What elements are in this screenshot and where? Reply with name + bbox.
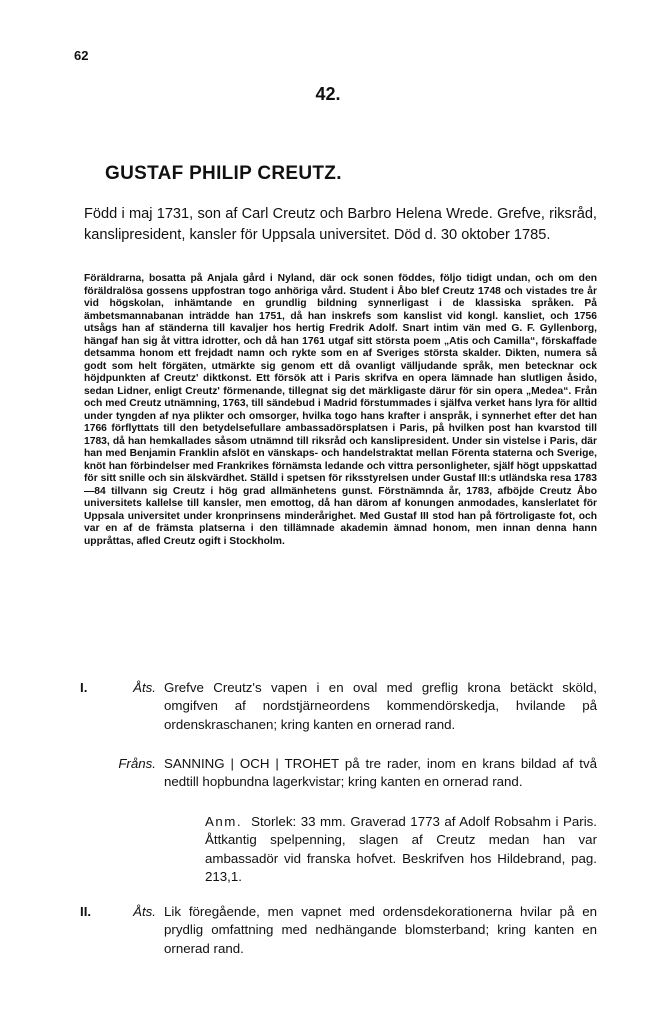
medal-number: II. <box>80 904 92 919</box>
obverse-label: Åts. <box>133 904 156 919</box>
page-number: 62 <box>74 48 89 63</box>
reverse-description: SANNING | OCH | TROHET på tre rader, inom en krans bildad af två nedtill hopbundna lagerkvistar; kring kanten en ornerad rand. <box>164 756 597 790</box>
biography-paragraph: Föräldrarna, bosatta på Anjala gård i Nyland, där ock sonen föddes, följo tidigt undan, och om den föräldralösa gossens uppfostran togo anhöriga vård. Student i Åbo blef Creutz 1748 och vistades tre år vid högskolan, inhämtande en grundlig bildning synnerligast i de klassiska språken. På ämbetsmannabanan inträdde han 1751, då han inskrefs som kanslist vid kongl. kansliet, och 1756 utsågs han af ständerna till kavaljer hos hertig Fredrik Adolf. Snart intim vän med G. F. Gyllenborg, hängaf han sig åt vittra idrotter, och då han 1761 utgaf sitt största poem „Atis och Camilla“, förskaffade detsamma honom ett frejdadt namn och rykte som en af Sveriges största skalder. Dikten, numera så godt som helt förgäten, utmärkte sig genom ett då ovanligt välljudande språk, men betecknar ock höjdpunkten af Creutz' diktkonst. Ett försök att i Paris skrifva en opera lämnade han slutligen åsido, sedan Lidner, enligt Creutz' förmenande, tillegnat sig det märkligaste därur för sin opera „Medea“. Från och med Creutz utnämning, 1763, till sändebud i Madrid förstummades i själfva verket hans lyra för alltid under tyngden af nya plikter och omsorger, hvilka togo hans krafter i anspråk, i synnerhet efter det han 1766 förflyttats till den betydelsefullare ambassadörsplatsen i Paris, på hvilken post han kvarstod till 1783, då han hemkallades såsom utnämnd till riksråd och kanslipresident. Under sin vistelse i Paris, där han med Benjamin Franklin afslöt en vänskaps- och handelstraktat mellan Förenta staterna och Sverige, knöt han förbindelser med Frankrikes förnämsta ledande och vittra personligheter, själf högt uppskattad för sitt snille och sin älskvärdhet. Ställd i spetsen för riksstyrelsen under Gustaf III:s utländska resa 1783—84 tillvann sig Creutz i hög grad allmänhetens gunst. Förstnämnda år, 1783, afböjde Creutz Åbo universitets kallelse till kansler, men emottog, då han därom af konungen anmodades, kanslerlatet för Uppsala universitet under kronprinsens minderårighet. Med Gustaf III stod han på förtroligaste fot, och var en af de främsta platserna i den tillämnade akademin ämnad honom, men innan denna hann uppråttas, afled Creutz ogift i Stockholm. <box>84 273 597 547</box>
entry-number: 42. <box>315 84 341 104</box>
obverse-description: Lik föregående, men vapnet med ordensdekorationerna hvilar på en prydlig omfattning med nedhängande blomsterband; kring kanten en ornerad rand. <box>164 904 597 956</box>
obverse-label: Åts. <box>133 680 156 695</box>
note-text: Storlek: 33 mm. Graverad 1773 af Adolf Robsahm i Paris. Åttkantig spelpenning, slagen af Creutz medan han var ambassadör vid franska hofvet. Beskrifven hos Hildebrand, pag. 213,1. <box>205 814 597 885</box>
medal-note <box>205 813 597 887</box>
obverse-description: Grefve Creutz's vapen i en oval med greflig krona betäckt sköld, omgifven af nordstjärneordens kommendörskedja, hvilande på ordenskraschanen; kring kanten en ornerad rand. <box>164 680 597 732</box>
note-label: Anm. <box>205 814 243 829</box>
name-heading: GUSTAF PHILIP CREUTZ. <box>105 163 342 184</box>
intro-paragraph: Född i maj 1731, son af Carl Creutz och Barbro Helena Wrede. Grefve, riksråd, kanslipresident, kansler för Uppsala universitet. Död d. 30 oktober 1785. <box>84 206 597 243</box>
medal-number: I. <box>80 680 88 695</box>
reverse-label: Fråns. <box>118 756 156 771</box>
